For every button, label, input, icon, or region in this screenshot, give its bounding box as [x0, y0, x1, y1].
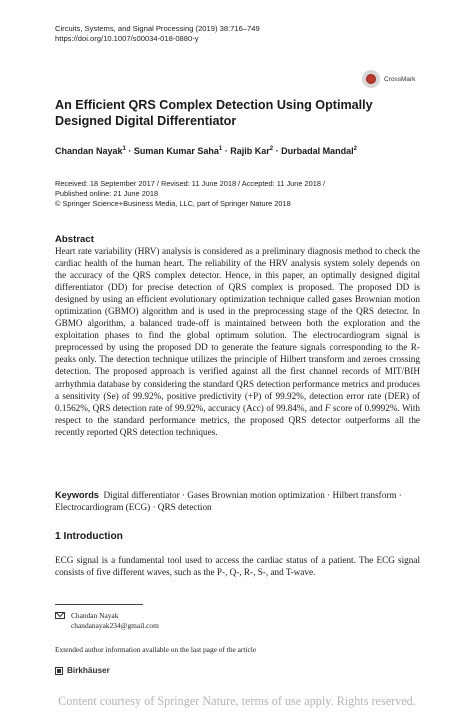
crossmark-label: CrossMark	[384, 75, 416, 83]
corresponding-author-name: Chandan Nayak	[71, 611, 119, 620]
publisher-name: Birkhäuser	[67, 666, 110, 675]
author-separator: ·	[125, 146, 134, 156]
author-affiliation: 2	[269, 146, 274, 152]
doi-link[interactable]: https://doi.org/10.1007/s00034-018-0880-y	[55, 34, 199, 43]
crossmark-badge[interactable]	[362, 69, 434, 89]
paper-title: An Efficient QRS Complex Detection Using Optimally Designed Digital Differentiator	[55, 98, 373, 128]
courtesy-watermark: Content courtesy of Springer Nature, terms of use apply. Rights reserved.	[58, 694, 416, 708]
section-heading-introduction: 1 Introduction	[55, 531, 123, 542]
author-name: Suman Kumar Saha	[133, 146, 219, 156]
abstract-text: Heart rate variability (HRV) analysis is considered as a preliminary diagnosis method to check the cardiac health of the human heart. The reliability of the HRV analysis system solely depends on the accuracy of the QRS complex detector. Hence, in this paper, an optimally designed digital differentiator (DD) for precise detection of QRS complex is proposed. The proposed DD is designed by using an efficient evolutionary optimization technique called gases Brownian motion optimization (GBMO) algorithm and is used in the preprocessing stage of the QRS detector. In GBMO algorithm, a balanced trade-off is maintained between both the exploration and the exploitation phases to find the global optimum solution. The electrocardiogram signal is preprocessed by using the proposed DD to generate the feature signals corresponding to the R-peaks only. The detection technique utilizes the principle of Hilbert transform and zeroes crossing detection. The proposed approach is verified against all the first channel records of MIT/BIH arrhythmia database by considering the standard QRS detection performance metrics and produces a sensitivity (Se) of 99.92%, positive predictivity (+P) of 99.92%, detection error rate (DER) of 0.1562%, QRS detection rate of 99.92%, accuracy (Acc) of 99.84%, and	[55, 246, 420, 413]
dates-published: Published online: 21 June 2018	[55, 188, 159, 198]
birkhauser-logo-icon	[55, 667, 63, 675]
author-list	[55, 146, 425, 156]
keywords-text: Digital differentiator · Gases Brownian motion optimization · Hilbert transform · Electrocardiogram (ECG) · QRS detection	[55, 490, 402, 513]
author-affiliation: 1	[122, 146, 126, 152]
publisher-logo	[55, 666, 110, 675]
keywords-label: Keywords	[55, 490, 99, 500]
keywords-block	[55, 489, 420, 513]
abstract-body	[55, 245, 420, 438]
publication-dates	[55, 179, 425, 208]
dates-received: Received: 18 September 2017 / Revised: 11 June 2018 / Accepted: 11 June 2018 /	[55, 179, 326, 188]
author-affiliation: 1	[218, 146, 223, 152]
introduction-text: ECG signal is a fundamental tool used to access the cardiac status of a patient. The ECG signal consists of five different waves, such as the P-, Q-, R-, S-, and T-wave.	[55, 555, 420, 578]
abstract-text-end: score of 0.9992%. With respect to the standard performance metrics, the proposed QRS detector outperforms all the recently reported QRS detection techniques.	[55, 402, 420, 437]
author-name: Rajib Kar	[230, 146, 270, 156]
author-name: Chandan Nayak	[55, 146, 123, 156]
abstract-heading: Abstract	[55, 234, 94, 245]
journal-header	[55, 24, 260, 44]
copyright-line: © Springer Science+Business Media, LLC, part of Springer Nature 2018	[55, 198, 291, 208]
author-email[interactable]: chandanayak234@gmail.com	[71, 621, 159, 630]
author-separator: ·	[222, 146, 231, 156]
journal-citation: Circuits, Systems, and Signal Processing (2019) 38:716–749	[55, 24, 260, 33]
envelope-icon	[55, 612, 65, 619]
footnote-divider	[55, 604, 143, 605]
corresponding-author	[55, 611, 159, 631]
author-name: Durbadal Mandal	[281, 146, 354, 156]
author-affiliation: 2	[353, 146, 357, 152]
author-separator: ·	[273, 146, 282, 156]
crossmark-icon	[362, 70, 380, 88]
extended-author-note: Extended author information available on the last page of the article	[55, 645, 257, 654]
f-score-symbol: F	[324, 402, 331, 413]
